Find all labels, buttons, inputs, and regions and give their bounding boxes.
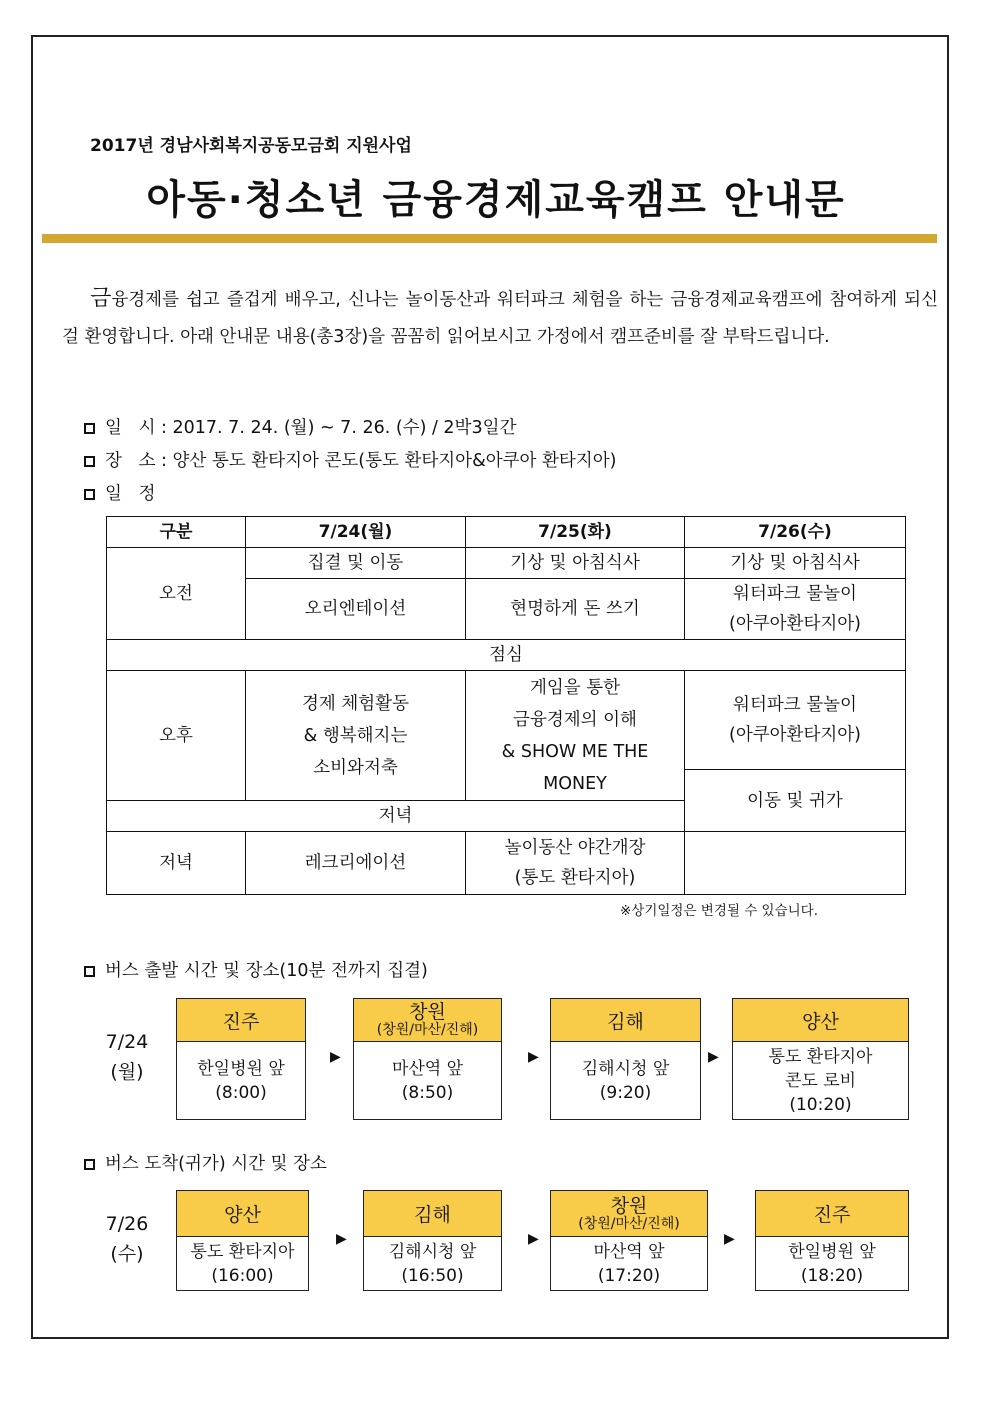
stop-city-header xyxy=(733,999,908,1042)
arrow-right-icon: ▶ xyxy=(336,1231,347,1247)
arrival-stop-card xyxy=(755,1190,909,1291)
arrival-day: 7/26 (수) xyxy=(105,1213,149,1265)
stop-city: 양산 xyxy=(802,1010,839,1033)
stop-city-sub: (창원/마산/진해) xyxy=(376,1022,479,1038)
stop-city: 창원 xyxy=(610,1194,648,1217)
lunch-row: 점심 xyxy=(107,640,906,671)
schedule-table xyxy=(106,516,906,895)
table-cell xyxy=(685,832,906,895)
table-row xyxy=(107,832,906,895)
stop-place: 통도 환타지아 콘도 로비 (10:20) xyxy=(768,1046,873,1115)
bullet-place xyxy=(84,447,616,472)
title-divider xyxy=(42,234,937,243)
intro-first-char: 금 xyxy=(90,286,112,311)
stop-city-header xyxy=(756,1191,908,1237)
table-row xyxy=(107,671,906,770)
stop-city: 진주 xyxy=(813,1204,851,1226)
table-row xyxy=(107,548,906,579)
bullet-schedule xyxy=(84,480,156,505)
stop-place: 한일병원 앞 (8:00) xyxy=(197,1058,285,1103)
stop-place: 통도 환타지아 (16:00) xyxy=(190,1241,295,1286)
table-cell: 워터파크 물놀이 (아쿠아환타지아) xyxy=(685,671,906,770)
departure-stop-card xyxy=(353,998,502,1120)
stop-city: 진주 xyxy=(222,1010,260,1033)
program-subtitle: 2017년 경남사회복지공동모금회 지원사업 xyxy=(90,136,412,156)
table-row xyxy=(107,517,906,548)
bullet-date-text: 일 시 : 2017. 7. 24. (월) ~ 7. 26. (수) / 2박3일간 xyxy=(105,418,517,438)
stop-place: 마산역 앞 (8:50) xyxy=(391,1058,464,1103)
departure-stop-card xyxy=(176,998,306,1120)
stop-city-sub: (창원/마산/진해) xyxy=(578,1215,680,1232)
checkbox-square-icon xyxy=(84,489,95,500)
arrow-right-icon: ▶ xyxy=(528,1049,539,1065)
dinner-row: 저녁 xyxy=(107,801,685,832)
table-row xyxy=(107,640,906,671)
stop-city-header xyxy=(364,1191,501,1237)
checkbox-square-icon xyxy=(84,423,95,434)
stop-city-header xyxy=(354,999,501,1042)
bullet-place-text: 장 소 : 양산 통도 환타지아 콘도(통도 환타지아&아쿠아 환타지아) xyxy=(105,451,617,471)
stop-city-header xyxy=(177,1191,308,1237)
table-cell: 워터파크 물놀이 (아쿠아환타지아) xyxy=(685,579,906,640)
stop-place: 김해시청 앞 (16:50) xyxy=(388,1241,477,1286)
departure-day: 7/24 (월) xyxy=(105,1031,149,1083)
stop-city-header xyxy=(551,1191,707,1237)
stop-city: 양산 xyxy=(224,1204,261,1226)
arrival-stop-card xyxy=(176,1190,309,1291)
checkbox-square-icon xyxy=(84,1159,95,1170)
checkbox-square-icon xyxy=(84,966,95,977)
table-header: 구분 xyxy=(107,517,246,548)
table-cell: 레크리에이션 xyxy=(246,832,466,895)
stop-place: 마산역 앞 (17:20) xyxy=(593,1241,665,1286)
bullet-schedule-text: 일 정 xyxy=(105,484,156,504)
checkbox-square-icon xyxy=(84,456,95,467)
arrival-stop-card xyxy=(550,1190,708,1291)
bullet-departure xyxy=(84,957,428,982)
arrow-right-icon: ▶ xyxy=(528,1231,539,1247)
table-header: 7/26(수) xyxy=(685,517,906,548)
arrival-heading: 버스 도착(귀가) 시간 및 장소 xyxy=(105,1154,327,1174)
table-cell: 집결 및 이동 xyxy=(246,548,466,579)
stop-place: 한일병원 앞 (18:20) xyxy=(788,1241,876,1286)
bullet-date xyxy=(84,414,516,439)
page-title: 아동·청소년 금융경제교육캠프 안내문 xyxy=(146,177,846,223)
stop-city: 김해 xyxy=(414,1204,451,1226)
row-label-evening: 저녁 xyxy=(107,832,246,895)
table-cell: 게임을 통한 금융경제의 이해 & SHOW ME THE MONEY xyxy=(466,671,685,801)
arrow-right-icon: ▶ xyxy=(708,1049,719,1065)
stop-city-header xyxy=(177,999,305,1042)
table-cell: 오리엔테이션 xyxy=(246,579,466,640)
stop-place: 김해시청 앞 (9:20) xyxy=(581,1058,670,1103)
table-cell: 경제 체험활동 & 행복해지는 소비와저축 xyxy=(246,671,466,801)
table-header: 7/25(화) xyxy=(466,517,685,548)
table-header: 7/24(월) xyxy=(246,517,466,548)
intro-paragraph xyxy=(62,280,938,356)
stop-city: 창원 xyxy=(409,1001,446,1023)
departure-stop-card xyxy=(732,998,909,1120)
intro-text: 융경제를 쉽고 즐겁게 배우고, 신나는 놀이동산과 워터파크 체험을 하는 금융경제교육캠프에 참여하게 되신 걸 환영합니다. 아래 안내문 내용(총3장)을 꼼꼼히 읽어보시고 가정에서 캠프준비를 잘 부탁드립니다. xyxy=(62,290,938,347)
bullet-arrival xyxy=(84,1150,327,1175)
schedule-note: ※상기일정은 변경될 수 있습니다. xyxy=(620,903,819,919)
arrow-right-icon: ▶ xyxy=(330,1049,341,1065)
stop-city: 김해 xyxy=(607,1010,644,1033)
table-cell: 기상 및 아침식사 xyxy=(685,548,906,579)
table-cell: 기상 및 아침식사 xyxy=(466,548,685,579)
table-cell: 놀이동산 야간개장 (통도 환타지아) xyxy=(466,832,685,895)
row-label-morning: 오전 xyxy=(107,548,246,640)
arrow-right-icon: ▶ xyxy=(724,1231,735,1247)
departure-heading: 버스 출발 시간 및 장소(10분 전까지 집결) xyxy=(105,961,428,981)
arrival-stop-card xyxy=(363,1190,502,1291)
departure-stop-card xyxy=(550,998,701,1120)
table-cell: 현명하게 돈 쓰기 xyxy=(466,579,685,640)
row-label-afternoon: 오후 xyxy=(107,671,246,801)
table-cell: 이동 및 귀가 xyxy=(685,770,906,832)
stop-city-header xyxy=(551,999,700,1042)
